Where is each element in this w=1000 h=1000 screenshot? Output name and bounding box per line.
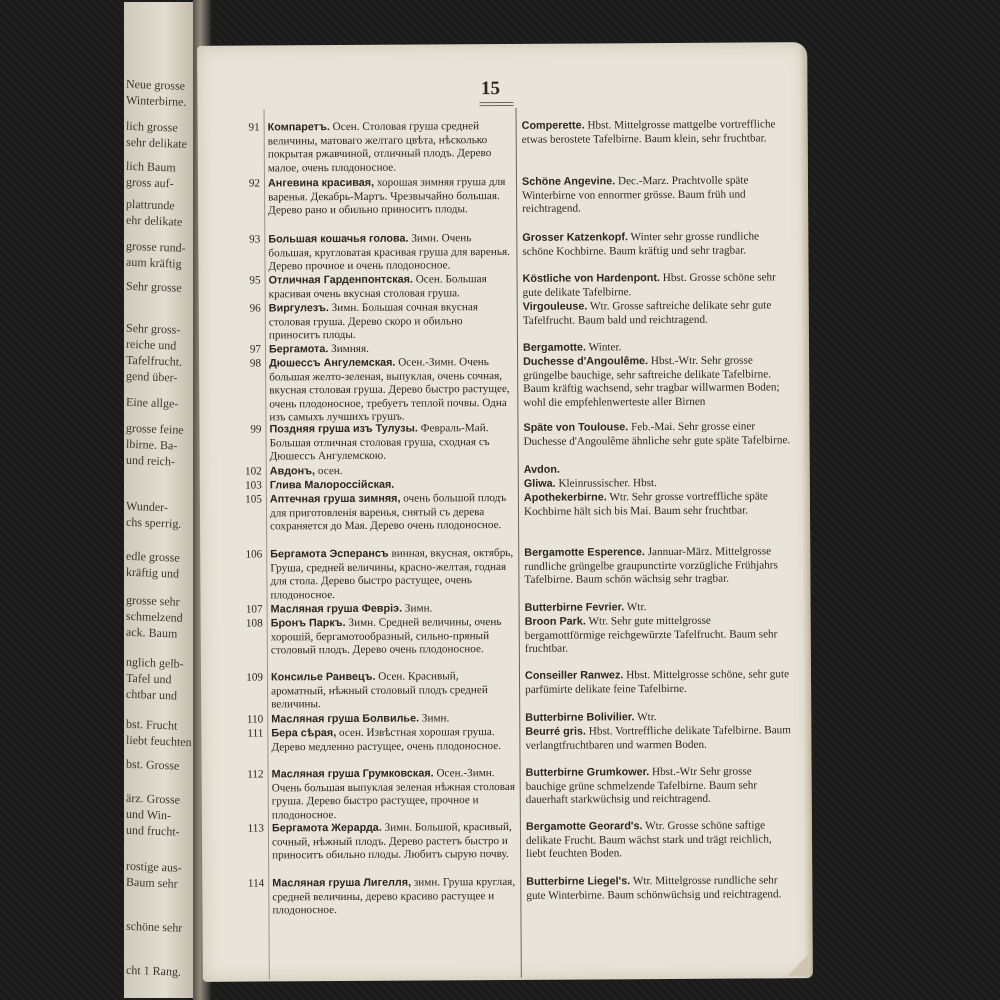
- russian-variety-text: Осен. Большая красивая очень вкусная столовая груша.: [268, 273, 487, 301]
- german-description: [522, 230, 790, 259]
- entry-number: 91: [248, 121, 260, 134]
- left-page-line: ärz. Grosse: [125, 790, 181, 807]
- book-page: [197, 42, 813, 982]
- entry-number: 96: [249, 302, 261, 315]
- russian-description: [270, 547, 514, 603]
- left-page-line: grosse feine: [125, 420, 184, 437]
- entry-number: 103: [245, 479, 262, 492]
- left-page-line: gend über-: [125, 368, 178, 385]
- entry-number: 108: [245, 617, 263, 630]
- russian-variety-text: Осен. Столовая груша средней величины, матоваго желтаго цвѣта, нѣсколько покрытая ржавчиной, отличный плодъ. Дерево малое, очень плодоносное.: [267, 120, 492, 175]
- russian-description: [269, 422, 513, 464]
- german-variety-name: Avdon.: [523, 463, 560, 476]
- russian-variety-text: зимн. Груша круглая, средней величины, дерево красиво растущее и плодоносное.: [272, 875, 516, 917]
- german-variety-text: Hbst. Mittelgrosse mattgelbe vortreffliche etwas berostete Tafelbirne. Baum klein, sehr fruchtbar.: [521, 118, 776, 146]
- russian-description: [272, 876, 516, 918]
- left-page-line: und Win-: [125, 806, 172, 823]
- entry-number: 106: [245, 548, 263, 561]
- left-page-line: chtbar und: [125, 686, 178, 703]
- russian-description: [269, 342, 513, 357]
- russian-variety-text: очень большой плодъ для приготовленія варенья, снятый съ дерева сохраняется до Мая. Дерево очень плодоносное.: [269, 491, 507, 533]
- variety-entry: [202, 874, 812, 917]
- russian-description: [272, 767, 516, 823]
- russian-variety-name: Консилье Ранвецъ.: [270, 670, 376, 684]
- russian-description: [269, 273, 513, 302]
- left-page-line: bst. Grosse: [125, 756, 180, 773]
- left-page-line: Neue grosse: [125, 76, 186, 93]
- german-description: [526, 874, 794, 903]
- german-description: [525, 614, 793, 656]
- german-variety-name: Butterbirne Liegel's.: [526, 875, 631, 888]
- russian-description: [271, 712, 515, 727]
- german-variety-text: Wtr.: [634, 711, 657, 724]
- left-page-line: Tafel und: [125, 670, 172, 687]
- german-description: [523, 354, 791, 410]
- german-description: [525, 600, 793, 615]
- russian-variety-name: Бергамота.: [268, 343, 329, 356]
- russian-description: [270, 464, 514, 479]
- left-page-line: cht 1 Rang.: [125, 962, 182, 979]
- russian-variety-name: Виргулезъ.: [268, 302, 329, 315]
- left-page-line: und frucht-: [125, 822, 180, 839]
- german-description: [522, 174, 790, 216]
- russian-variety-text: Зимн. Средней величины, очень хорошій, бергамотообразный, сильно-пряный столовый плодъ. Дерево очень плодоносное.: [270, 616, 502, 657]
- left-page-line: liebt feuchten: [125, 732, 192, 750]
- russian-description: [268, 176, 512, 218]
- left-page-line: ehr delikate: [125, 212, 183, 229]
- entry-number: 111: [247, 727, 264, 740]
- russian-description: [270, 492, 514, 534]
- left-page-edge: [124, 2, 198, 998]
- left-page-line: Winterbirne.: [125, 92, 187, 109]
- russian-variety-text: Осен.-Зимн. Очень большая желто-зеленая, выпуклая, очень сочная, вкусная столовая груша. Дерево быстро растущее, очень плодоносное, требуетъ теплой почвы. Одна изъ самыхъ лучшихъ грушъ.: [269, 356, 510, 424]
- russian-variety-name: Глива Малороссійская.: [269, 478, 395, 492]
- german-description: [525, 668, 793, 697]
- german-variety-name: Butterbirne Bolivilier.: [525, 711, 635, 724]
- left-page-line: grosse sehr: [125, 592, 180, 609]
- russian-variety-name: Поздняя груша изъ Тулузы.: [269, 422, 418, 436]
- german-description: [523, 420, 791, 449]
- german-variety-name: Gliwa.: [523, 477, 556, 490]
- german-variety-text: Wtr. Sehr gute mittelgrosse bergamottförmige reichgewürzte Tafelfrucht. Baum sehr fruchtbar.: [524, 614, 778, 656]
- russian-variety-text: Зимн. Очень большая, кругловатая красивая груша для варенья. Дерево прочное и очень плодоносное.: [268, 232, 510, 273]
- left-page-line: lich grosse: [125, 118, 178, 135]
- german-variety-text: Dec.-Marz. Prachtvolle späte Winterbirne von ennormer grösse. Baum früh und reichtragend.: [522, 174, 749, 216]
- russian-description: [269, 301, 513, 343]
- entry-number: 112: [247, 768, 264, 781]
- russian-description: [271, 726, 515, 755]
- left-page-line: gross auf-: [125, 174, 174, 191]
- russian-variety-text: Зимн.: [402, 602, 433, 615]
- german-variety-text: Hbst. Grosse schöne sehr gute delikate Tafelbirne.: [522, 271, 776, 299]
- left-page-line: und reich-: [125, 452, 176, 469]
- german-description: [526, 819, 794, 861]
- german-variety-text: Wtr. Mittelgrosse rundliche sehr gute Winterbirne. Baum schönwüchsig und reichtragend.: [526, 874, 782, 902]
- russian-variety-name: Бергамота Эсперансъ: [270, 547, 389, 561]
- russian-description: [268, 120, 512, 176]
- german-variety-name: Conseiller Ranwez.: [524, 669, 624, 682]
- left-page-line: rostige aus-: [125, 858, 182, 875]
- russian-variety-text: Февраль-Май. Большая отличная столовая груша, сходная съ Дюшессъ Ангулемскою.: [269, 422, 490, 463]
- folded-corner: [787, 954, 809, 976]
- entry-number: 99: [250, 423, 262, 436]
- left-page-line: schmelzend: [125, 608, 183, 625]
- german-variety-text: Hbst.-Wtr. Sehr grosse grüngelbe bauchige, sehr saftreiche delikate Tafelbirne. Baum kräftig wachsend, sehr tragbar willwarmen Boden; wohl die empfehlenwerteste aller Birnen: [523, 354, 780, 409]
- russian-description: [269, 356, 513, 425]
- left-page-line: ack. Baum: [125, 624, 178, 641]
- german-variety-text: Hbst. Mittelgrosse schöne, sehr gute parfümirte delikate feine Tafelbirne.: [525, 668, 790, 696]
- german-description: [524, 476, 792, 491]
- russian-variety-text: осен. Извѣстная хорошая груша. Дерево медленно растущее, очень плодоносное.: [271, 726, 502, 754]
- russian-variety-name: Ангевина красивая,: [267, 176, 375, 190]
- left-page-line: Sehr gross-: [125, 320, 181, 337]
- german-description: [524, 490, 792, 519]
- german-variety-name: Virgouleuse.: [522, 300, 588, 313]
- entry-number: 97: [249, 343, 262, 356]
- german-variety-name: Comperette.: [521, 119, 585, 132]
- left-page-line: Wunder-: [125, 498, 169, 515]
- left-page-line: kräftig und: [125, 564, 180, 581]
- entry-number: 110: [246, 713, 264, 726]
- left-page-line: nglich gelb-: [125, 654, 184, 671]
- russian-variety-name: Компаретъ.: [267, 121, 330, 134]
- german-description: [524, 462, 792, 477]
- german-description: [523, 271, 791, 300]
- left-page-line: reiche und: [125, 336, 177, 353]
- left-page-line: edle grosse: [125, 548, 180, 565]
- russian-variety-name: Бронъ Паркъ.: [270, 616, 346, 630]
- entry-number: 105: [245, 493, 262, 506]
- entry-number: 113: [247, 822, 264, 835]
- entry-number: 93: [249, 233, 261, 246]
- variety-entry: [200, 545, 810, 602]
- entry-number: 98: [249, 357, 262, 370]
- russian-variety-name: Авдонъ,: [269, 465, 316, 478]
- german-variety-name: Apothekerbirne.: [523, 491, 607, 504]
- german-variety-text: Hbst.-Wtr Sehr grosse bauchige grüne schmelzende Tafelbirne. Baum sehr dauerhaft starkwüchsig und reichtragend.: [525, 765, 758, 807]
- pear-variety-list: [197, 42, 813, 982]
- russian-variety-text: Зимняя.: [328, 342, 369, 356]
- russian-variety-name: Аптечная груша зимняя,: [269, 492, 401, 506]
- russian-variety-name: Масляная груша Февріэ.: [270, 602, 403, 616]
- russian-variety-name: Дюшессъ Ангулемская.: [269, 356, 396, 370]
- page-number: 15: [480, 78, 500, 100]
- russian-variety-name: Масляная груша Лигелля,: [272, 876, 412, 890]
- russian-variety-name: Отличная Гарденпонтская.: [268, 273, 413, 287]
- german-variety-name: Beurré gris.: [525, 725, 586, 738]
- russian-variety-text: винная, вкусная, октябрь, Груша, средней величины, красно-желтая, годная для стола. Дерево быстро растущее, очень плодоносное.: [270, 546, 514, 602]
- german-variety-text: Wtr. Sehr grosse vortreffliche späte Kochbirne hält sich bis Mai. Baum sehr fruchtbar.: [523, 490, 768, 518]
- german-variety-text: Hbst. Vortreffliche delikate Tafelbirne. Baum verlangtfruchtbaren und warmen Boden.: [525, 724, 791, 752]
- left-page-line: schöne sehr: [125, 918, 183, 935]
- left-page-line: sehr delikate: [125, 134, 188, 151]
- russian-variety-text: осен.: [314, 464, 343, 478]
- entry-number: 95: [249, 274, 261, 287]
- left-page-line: aum kräftig: [125, 254, 182, 271]
- german-description: [523, 340, 791, 355]
- russian-variety-text: Зимн. Большая сочная вкусная столовая груша. Дерево скоро и обильно приноситъ плоды.: [268, 301, 479, 342]
- russian-variety-name: Бергамота Жерарда.: [271, 821, 382, 835]
- russian-variety-text: Осен.-Зимн. Очень большая выпуклая зеленая нѣжная столовая груша. Дерево быстро растущее, прочное и плодоносное.: [271, 767, 516, 822]
- left-page-line: lbirne. Ba-: [125, 436, 178, 453]
- russian-description: [270, 478, 514, 493]
- german-variety-text: Wtr. Grosse saftreiche delikate sehr gute Tafelfrucht. Baum bald und reichtragend.: [522, 299, 772, 327]
- german-variety-name: Broon Park.: [524, 615, 586, 628]
- left-page-line: grosse rund-: [125, 238, 186, 255]
- german-variety-text: Wtr.: [624, 601, 647, 614]
- russian-variety-text: Зимн. Большой, красивый, сочный, нѣжный плодъ. Дерево растетъ быстро и приноситъ обильно плоды. Любитъ сырую почву.: [271, 820, 512, 862]
- german-variety-name: Späte von Toulouse.: [523, 421, 629, 434]
- russian-variety-name: Большая кошачья голова.: [268, 232, 409, 246]
- german-description: [522, 118, 790, 147]
- german-variety-name: Bergamotte.: [522, 341, 587, 354]
- german-variety-name: Schöne Angevine.: [521, 175, 616, 188]
- left-page-line: Tafelfrucht.: [125, 352, 183, 369]
- entry-number: 107: [245, 603, 263, 616]
- german-variety-name: Butterbirne Fevrier.: [524, 601, 625, 614]
- german-description: [525, 710, 793, 725]
- variety-entry: [201, 668, 811, 711]
- left-page-line: Sehr grosse: [125, 278, 182, 295]
- variety-entry: [202, 765, 812, 822]
- german-description: [524, 545, 792, 587]
- russian-variety-text: Осен. Красивый, ароматный, нѣжный столовый плодъ средней величины.: [271, 670, 488, 711]
- russian-description: [271, 670, 515, 712]
- german-variety-text: Winter.: [585, 341, 622, 354]
- german-description: [523, 299, 791, 328]
- german-variety-text: Feb.-Mai. Sehr grosse einer Duchesse d'Angoulême ähnliche sehr gute späte Tafelbirne.: [523, 420, 791, 448]
- left-page-line: Eine allge-: [125, 394, 179, 411]
- german-variety-name: Grosser Katzenkopf.: [522, 231, 628, 244]
- german-description: [526, 765, 794, 807]
- variety-entry: [198, 230, 808, 273]
- left-page-line: plattrunde: [125, 196, 175, 213]
- german-variety-name: Bergamotte Esperence.: [524, 546, 645, 559]
- russian-variety-name: Бера сѣрая,: [271, 727, 337, 740]
- russian-variety-text: хорошая зимняя груша для варенья. Декабрь-Мартъ. Чрезвычайно большая. Дерево рано и обильно приноситъ плоды.: [268, 175, 506, 217]
- german-variety-text: Wtr. Grosse schöne saftige delikate Frucht. Baum wächst stark und trägt reichlich, liebt feuchten Boden.: [525, 819, 772, 861]
- entry-number: 114: [247, 877, 265, 890]
- german-variety-name: Bergamotte Georard's.: [525, 820, 643, 833]
- german-variety-text: Kleinrussischer. Hbst.: [555, 477, 657, 490]
- german-description: [525, 724, 793, 753]
- german-variety-name: Köstliche von Hardenpont.: [522, 272, 660, 285]
- russian-variety-name: Масляная груша Грумковская.: [271, 767, 434, 781]
- left-page-line: lich Baum: [125, 158, 176, 175]
- russian-variety-text: Зимн.: [419, 712, 450, 725]
- variety-entry: [198, 118, 808, 175]
- german-variety-text: Jannuar-März. Mittelgrosse rundliche grüngelbe graupunctirte vorzügliche Frühjahrs Tafelbirne. Baum schön wächsig sehr tragbar.: [524, 545, 778, 587]
- entry-number: 109: [246, 671, 264, 684]
- entry-number: 92: [248, 177, 261, 190]
- left-page-line: bst. Frucht: [125, 716, 178, 733]
- russian-variety-name: Масляная груша Болвилье.: [271, 712, 420, 726]
- entry-number: 102: [244, 465, 262, 478]
- german-variety-text: Winter sehr grosse rundliche schöne Kochbirne. Baum kräftig und sehr tragbar.: [522, 230, 760, 258]
- german-variety-name: Duchesse d'Angoulême.: [523, 355, 649, 368]
- russian-description: [268, 232, 512, 274]
- left-page-line: Baum sehr: [125, 874, 178, 891]
- german-variety-name: Butterbirne Grumkower.: [525, 766, 650, 779]
- left-page-line: chs sperrig.: [125, 514, 182, 531]
- russian-description: [271, 616, 515, 658]
- russian-description: [272, 821, 516, 863]
- russian-description: [271, 602, 515, 617]
